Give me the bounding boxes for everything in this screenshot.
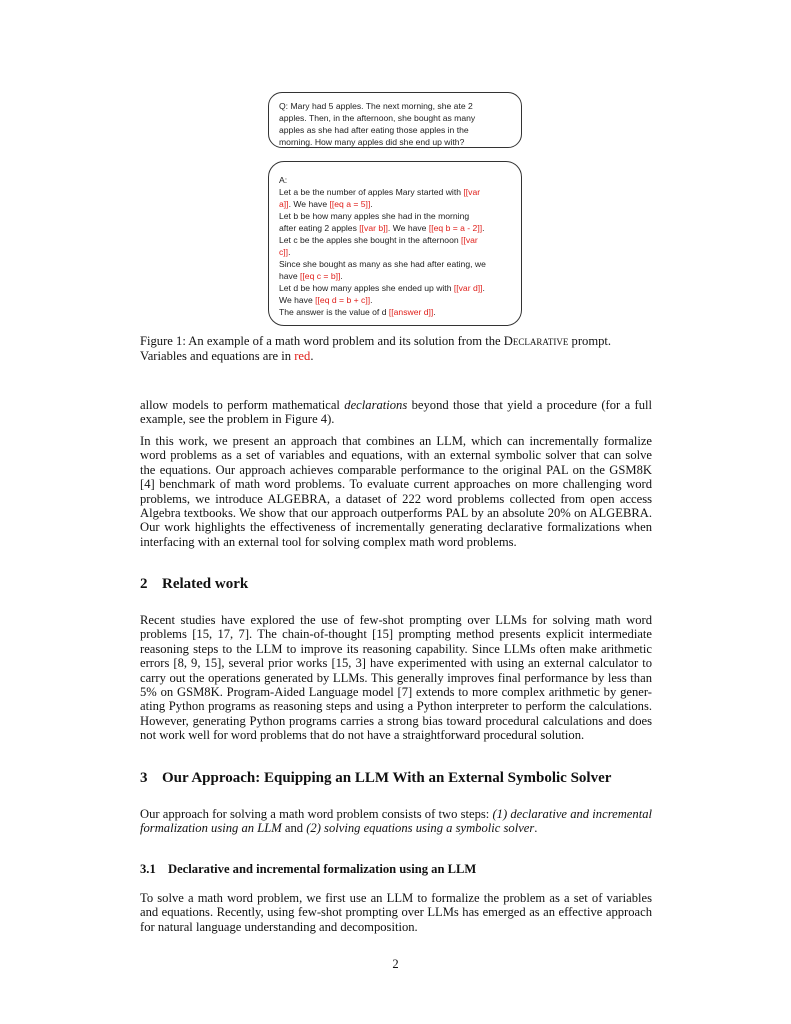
figure-caption [140, 334, 660, 364]
figure-answer-box [268, 161, 522, 326]
answer-text: have [279, 271, 301, 281]
answer-line [279, 294, 511, 306]
caption-text: An example of a math word problem and its solution from the [188, 334, 501, 348]
variable-annotation: [[eq a = 5]] [329, 199, 371, 209]
paragraph-line: ating Python programs as reasoning steps and using a Python interpreter to perform the calculations. [140, 699, 652, 714]
caption-text: . [310, 349, 314, 363]
paragraph-formalization [140, 891, 652, 934]
caption-text: Variables and equations are in [140, 349, 292, 363]
variable-annotation: [[var d]] [453, 283, 483, 293]
paragraph-line: errors [8, 9, 15], several prior works [15, 3] have experimented with using an external calculator to [140, 656, 652, 671]
paragraph-line: Algebra textbooks. We show that our approach outperforms PAL by an absolute 20% on ALGEBRA. [140, 506, 652, 521]
paragraph-line: interfacing with an external tool for solving complex math word problems. [140, 534, 517, 549]
answer-text: The answer is the value of d [279, 307, 389, 317]
section-heading-approach [140, 770, 611, 787]
paragraph-line: Our work highlights the effectiveness of incrementally generating declarative formalizations when [140, 520, 652, 535]
variable-annotation: [[var b]] [359, 223, 388, 233]
page-number: 2 [392, 957, 399, 971]
answer-text: . We have [288, 199, 330, 209]
section-title: Related work [162, 576, 249, 592]
paragraph-line: Recent studies have explored the use of few-shot prompting over LLMs for solving math word [140, 613, 652, 627]
paragraph-line: carry out the operations generated by LLMs. This generally improves final performance by less than [140, 670, 652, 685]
section-number: 3 [140, 770, 148, 786]
paragraph-line: 5% on GSM8K. Program-Aided Language model [7] extends to more complex arithmetic by gener- [140, 685, 652, 700]
question-line: Q: Mary had 5 apples. The next morning, she ate 2 [279, 101, 473, 111]
variable-annotation: c]] [279, 247, 289, 257]
paragraph-this-work [140, 434, 652, 549]
answer-text: . [370, 199, 373, 209]
subsection-heading-formalization [140, 862, 476, 877]
emphasis: formalization using an LLM [140, 821, 282, 836]
variable-annotation: [[answer d]] [388, 307, 434, 317]
paragraph-line: not work well for word problems that do not have a straightforward procedural solution. [140, 728, 585, 743]
answer-line [279, 222, 511, 234]
answer-text: . [482, 223, 485, 233]
answer-text: We have [279, 295, 316, 305]
paragraph-line: To solve a math word problem, we first use an LLM to formalize the problem as a set of variables [140, 891, 652, 905]
variable-annotation: [[eq c = b]] [300, 271, 341, 281]
section-title: Our Approach: Equipping an LLM With an External Symbolic Solver [162, 770, 612, 786]
variable-annotation: [[eq d = b + c]] [315, 295, 371, 305]
paragraph-approach [140, 807, 652, 836]
paragraph-line [140, 398, 652, 412]
text: allow models to perform mathematical [140, 398, 340, 412]
paragraph-line: and equations. Recently, using few-shot prompting over LLMs has emerged as an effective approach [140, 905, 652, 920]
paragraph-line: word problems as a set of variables and equations, with an external symbolic solver that can solve [140, 448, 652, 463]
caption-prompt-name: Declarative [503, 334, 569, 348]
answer-text: . [433, 307, 436, 317]
answer-text: . [370, 295, 373, 305]
answer-text: after eating 2 apples [279, 223, 360, 233]
answer-text: . [482, 283, 485, 293]
figure-question-box [268, 92, 522, 148]
answer-text: . [340, 271, 343, 281]
answer-line [279, 282, 511, 294]
subsection-number: 3.1 [140, 862, 156, 876]
variable-annotation: [[var [461, 235, 478, 245]
answer-text: Let d be how many apples she ended up with [279, 283, 454, 293]
paragraph-line: example, see the problem in Figure 4). [140, 412, 335, 427]
answer-line [279, 234, 511, 246]
answer-text: Let b be how many apples she had in the morning [279, 211, 470, 221]
answer-text: Since she bought as many as she had after eating, we [279, 259, 486, 269]
emphasis: declarations [344, 398, 408, 412]
paragraph-line: In this work, we present an approach that combines an LLM, which can incrementally formalize [140, 434, 652, 448]
section-number: 2 [140, 576, 148, 592]
answer-line [279, 258, 511, 270]
question-line: apples as she had after eating those apples in the [279, 125, 469, 135]
paragraph-line: the equations. Our approach achieves comparable performance to the original PAL on the GSM8K [140, 462, 652, 477]
paragraph-line: problems, we introduce ALGEBRA, a dataset of 222 word problems collected from open access [140, 491, 652, 506]
paragraph-line [140, 807, 652, 821]
text: Our approach for solving a math word problem consists of two steps: [140, 807, 490, 821]
answer-line [279, 174, 511, 186]
text: beyond those that yield a procedure (for a full [411, 398, 652, 412]
answer-text: A: [279, 175, 288, 185]
answer-line [279, 246, 511, 258]
paragraph-line: for natural language understanding and decomposition. [140, 919, 418, 934]
answer-text: Let c be the apples she bought in the afternoon [279, 235, 462, 245]
question-line: morning. How many apples did she end up with? [279, 137, 465, 147]
answer-line [279, 270, 511, 282]
question-line: apples. Then, in the afternoon, she bought as many [279, 113, 476, 123]
emphasis: (1) declarative and incremental [492, 807, 652, 821]
answer-line [279, 210, 511, 222]
variable-annotation: [[eq b = a - 2]] [428, 223, 483, 233]
paragraph-intro-cont [140, 398, 652, 427]
caption-text: prompt. [571, 334, 612, 348]
text: . [534, 821, 538, 836]
answer-line [279, 198, 511, 210]
caption-red-word: red [294, 349, 311, 363]
answer-text: . [288, 247, 291, 257]
answer-text: . We have [387, 223, 429, 233]
paragraph-line [140, 821, 652, 835]
emphasis: (2) solving equations using a symbolic solver [306, 821, 535, 836]
variable-annotation: a]] [279, 199, 289, 209]
subsection-title: Declarative and incremental formalization using an LLM [168, 862, 477, 876]
answer-line [279, 306, 511, 318]
answer-text: Let a be the number of apples Mary started with [279, 187, 464, 197]
variable-annotation: [[var [463, 187, 481, 197]
paragraph-related-work [140, 613, 652, 743]
text: and [284, 821, 304, 836]
caption-prefix: Figure 1: [140, 334, 186, 348]
paragraph-line: reasoning steps to the LLM to improve its reasoning capability. Since LLMs often make arithmetic [140, 641, 652, 656]
paragraph-line: [4] benchmark of math word problems. To evaluate current approaches on more challenging word [140, 477, 652, 492]
answer-line [279, 186, 511, 198]
paragraph-line: problems [15, 17, 7]. The chain-of-thought [15] prompting method presents explicit intermediate [140, 627, 652, 642]
section-heading-related-work [140, 576, 248, 593]
paragraph-line: However, generating Python programs carries a strong bias toward procedural calculations and does [140, 713, 652, 728]
